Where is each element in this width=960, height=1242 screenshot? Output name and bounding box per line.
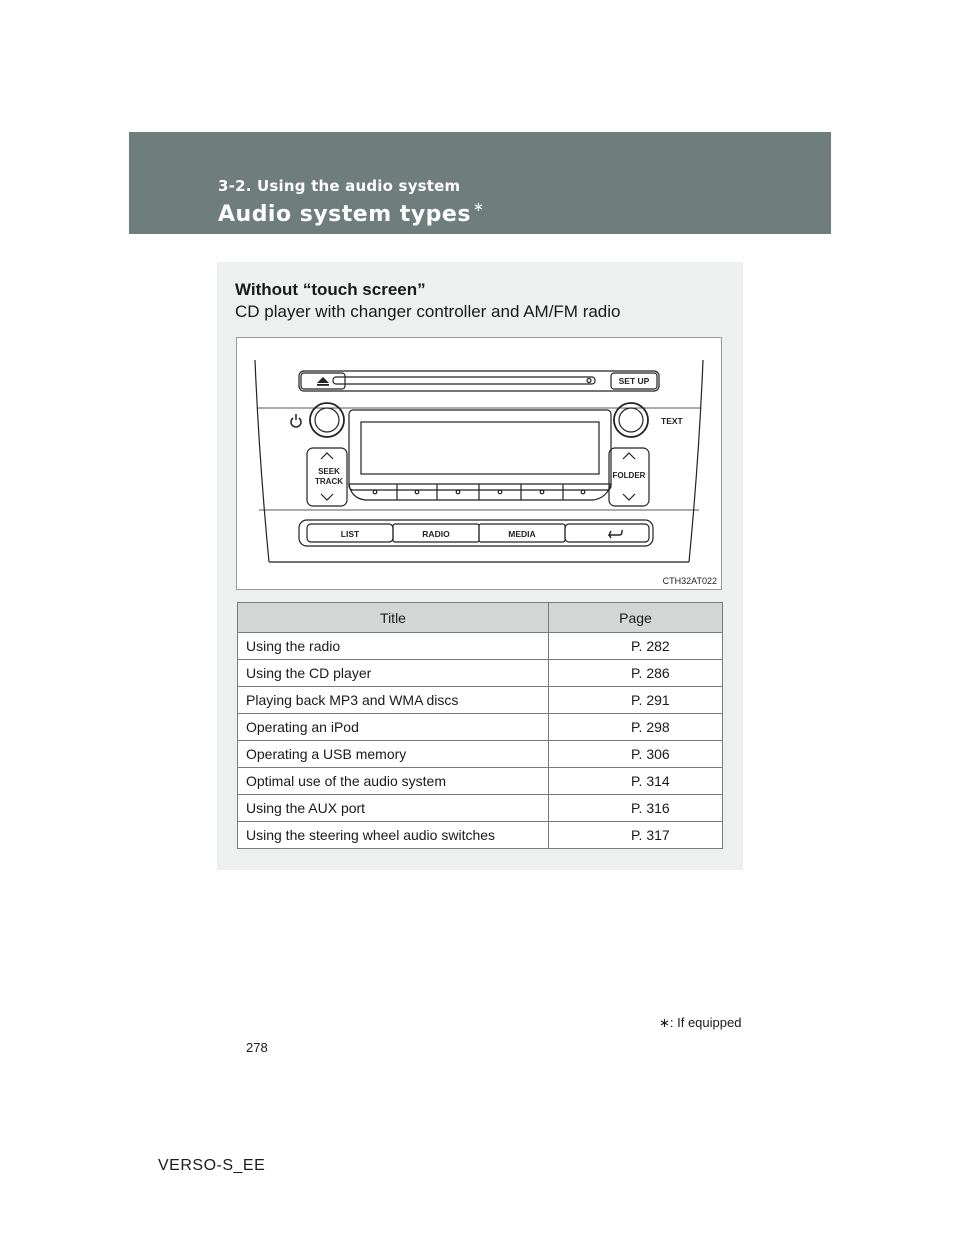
back-arrow-icon [609,530,622,538]
page-number: 278 [246,1040,268,1055]
table-row [238,660,723,687]
row-title: Operating an iPod [238,714,549,741]
row-page: P. 306 [549,741,723,768]
housing-right-edge [689,360,703,562]
model-code: VERSO-S_EE [158,1157,266,1174]
row-page: P. 298 [549,714,723,741]
row-page: P. 282 [549,633,723,660]
column-header-page: Page [549,603,723,633]
table-row [238,633,723,660]
section-header-band [129,132,831,234]
media-label: MEDIA [508,529,536,539]
row-page: P. 317 [549,822,723,849]
row-title: Using the radio [238,633,549,660]
panel-subheading: Without “touch screen” [235,280,426,299]
row-title: Using the AUX port [238,795,549,822]
panel-description: CD player with changer controller and AM/FM radio [235,302,621,321]
row-page: P. 286 [549,660,723,687]
row-page: P. 314 [549,768,723,795]
if-equipped-footnote: ∗: If equipped [659,1015,742,1030]
figure-code: CTH32AT022 [662,576,717,586]
row-title: Using the CD player [238,660,549,687]
table-row [238,714,723,741]
text-label: TEXT [661,416,683,426]
table-row [238,768,723,795]
reference-table [237,602,723,849]
row-title: Using the steering wheel audio switches [238,822,549,849]
audio-unit-illustration [236,337,722,590]
if-equipped-mark: ∗ [472,200,485,215]
content-panel [217,262,743,870]
row-title: Operating a USB memory [238,741,549,768]
page-title-text: Audio system types [218,202,471,227]
page-title [218,200,484,227]
row-page: P. 316 [549,795,723,822]
list-label: LIST [340,529,360,539]
row-title: Playing back MP3 and WMA discs [238,687,549,714]
table-row [238,687,723,714]
row-page: P. 291 [549,687,723,714]
column-header-title: Title [238,603,549,633]
audio-unit-drawing [237,338,721,589]
housing-left-edge [255,360,269,562]
folder-label: FOLDER [612,471,646,480]
eject-icon [317,377,329,383]
table-header-row [238,603,723,633]
table-row [238,822,723,849]
row-title: Optimal use of the audio system [238,768,549,795]
seek-label: SEEK [318,467,340,476]
table-row [238,741,723,768]
table-row [238,795,723,822]
track-label: TRACK [315,477,343,486]
setup-label: SET UP [618,376,650,386]
back-button [565,524,649,542]
section-label: 3-2. Using the audio system [218,177,461,195]
radio-label: RADIO [422,529,450,539]
